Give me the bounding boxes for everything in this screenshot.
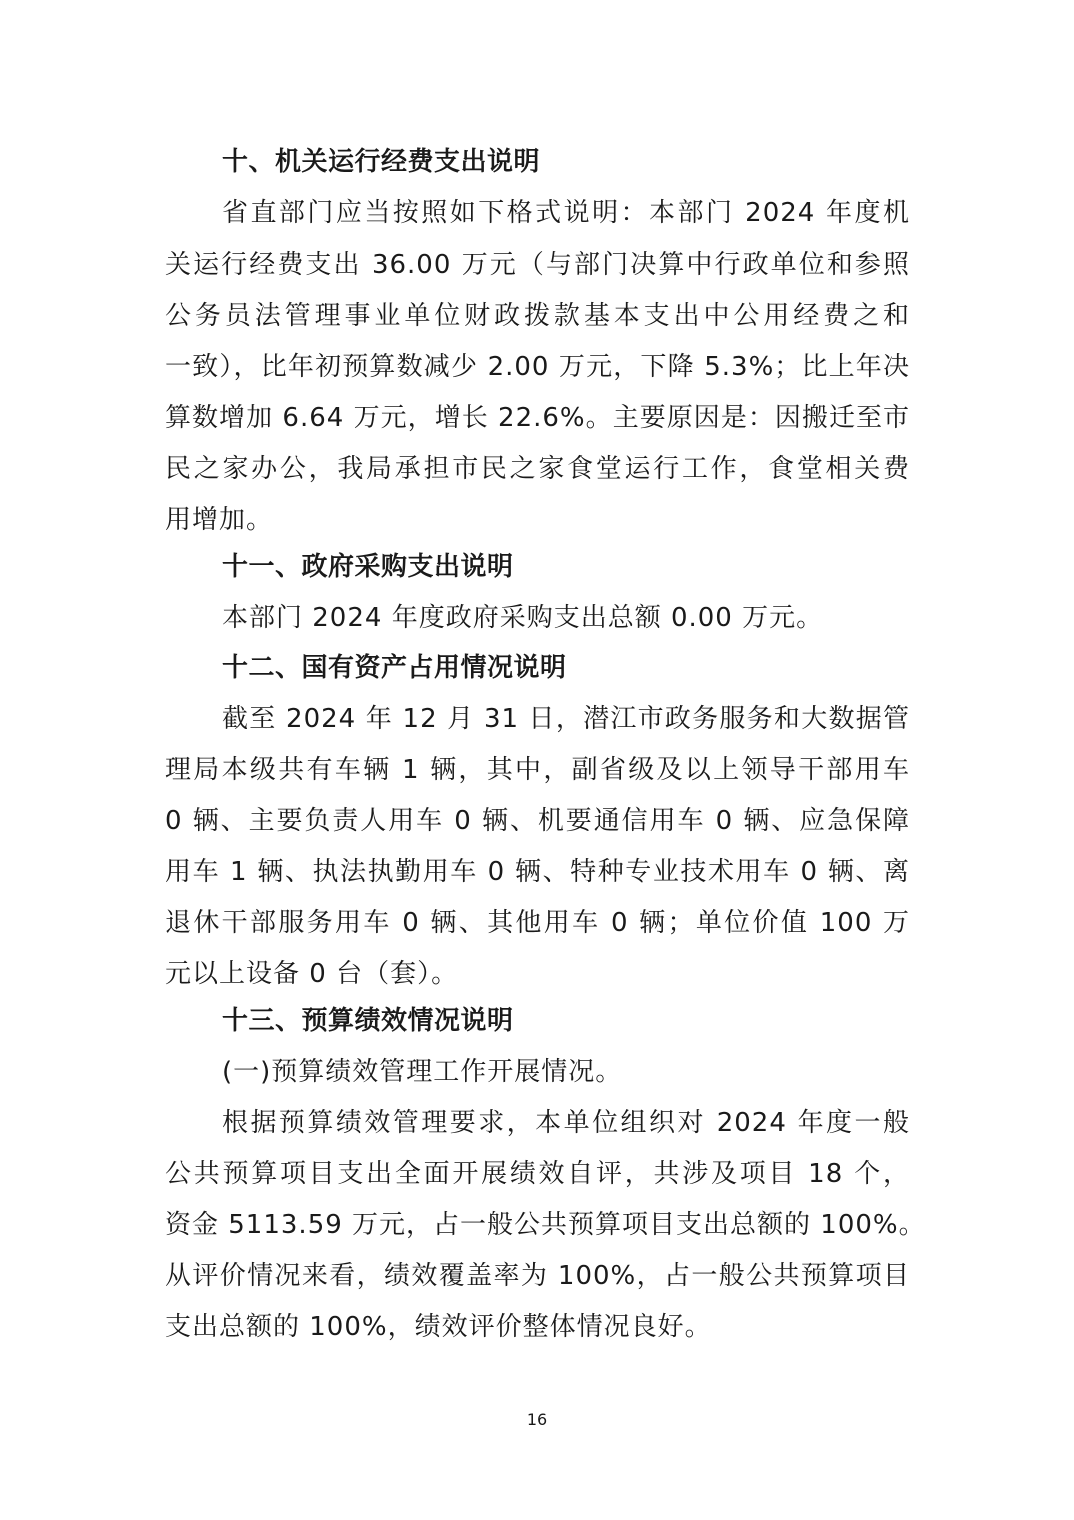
section-10-line-4: 一致），比年初预算数减少 2.00 万元，下降 5.3%；比上年决 bbox=[165, 352, 910, 382]
section-10-line-6: 民之家办公，我局承担市民之家食堂运行工作，食堂相关费 bbox=[165, 454, 910, 484]
section-11-heading: 十一、政府采购支出说明 bbox=[222, 552, 514, 582]
section-10-line-1: 省直部门应当按照如下格式说明：本部门 2024 年度机 bbox=[222, 198, 910, 228]
section-10-line-5: 算数增加 6.64 万元，增长 22.6%。主要原因是：因搬迁至市 bbox=[165, 403, 910, 433]
section-13-line-4: 从评价情况来看，绩效覆盖率为 100%，占一般公共预算项目 bbox=[165, 1261, 910, 1291]
section-13-heading: 十三、预算绩效情况说明 bbox=[222, 1006, 514, 1036]
page-number: 16 bbox=[526, 1410, 548, 1429]
section-12-line-5: 退休干部服务用车 0 辆、其他用车 0 辆；单位价值 100 万 bbox=[165, 908, 910, 938]
section-11-line-1: 本部门 2024 年度政府采购支出总额 0.00 万元。 bbox=[222, 603, 824, 633]
section-12-line-2: 理局本级共有车辆 1 辆，其中，副省级及以上领导干部用车 bbox=[165, 755, 910, 785]
section-10-line-2: 关运行经费支出 36.00 万元（与部门决算中行政单位和参照 bbox=[165, 250, 910, 280]
section-12-line-3: 0 辆、主要负责人用车 0 辆、机要通信用车 0 辆、应急保障 bbox=[165, 806, 910, 836]
section-12-heading: 十二、国有资产占用情况说明 bbox=[222, 653, 567, 683]
section-13-line-3: 资金 5113.59 万元，占一般公共预算项目支出总额的 100%。 bbox=[165, 1210, 926, 1240]
section-12-line-6: 元以上设备 0 台（套）。 bbox=[165, 959, 459, 989]
section-13-line-5: 支出总额的 100%，绩效评价整体情况良好。 bbox=[165, 1312, 712, 1342]
section-13-line-2: 公共预算项目支出全面开展绩效自评，共涉及项目 18 个， bbox=[165, 1159, 910, 1189]
section-10-line-7: 用增加。 bbox=[165, 505, 274, 535]
section-13-subheading: (一)预算绩效管理工作开展情况。 bbox=[222, 1057, 623, 1087]
section-10-line-3: 公务员法管理事业单位财政拨款基本支出中公用经费之和 bbox=[165, 301, 910, 331]
section-13-line-1: 根据预算绩效管理要求，本单位组织对 2024 年度一般 bbox=[222, 1108, 910, 1138]
section-12-line-1: 截至 2024 年 12 月 31 日，潜江市政务服务和大数据管 bbox=[222, 704, 910, 734]
section-10-heading: 十、机关运行经费支出说明 bbox=[222, 147, 541, 177]
section-12-line-4: 用车 1 辆、执法执勤用车 0 辆、特种专业技术用车 0 辆、离 bbox=[165, 857, 910, 887]
